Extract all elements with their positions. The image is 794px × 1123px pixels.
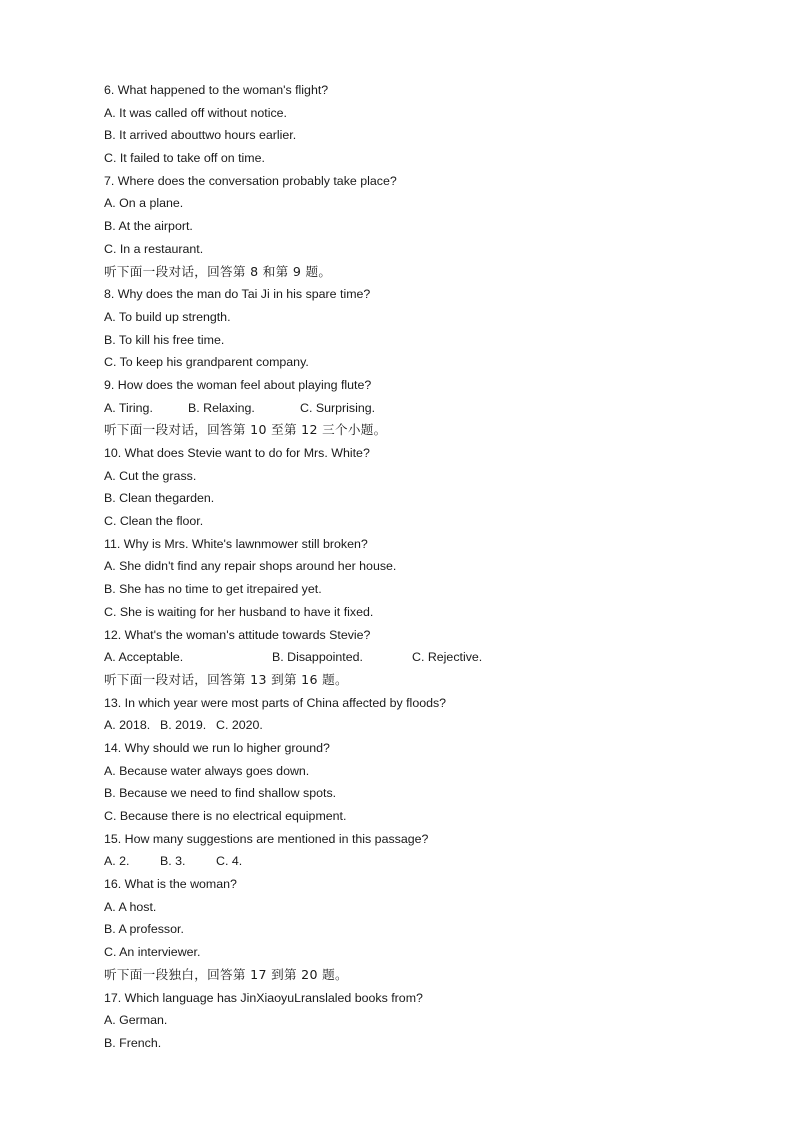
section-instruction: 听下面一段独白，回答第 17 到第 20 题。	[104, 966, 348, 982]
answer-option: A. Because water always goes down.	[104, 763, 310, 778]
answer-option: C. Rejective.	[412, 650, 483, 665]
options-row	[104, 714, 744, 737]
answer-option: A. She didn't find any repair shops around her house.	[104, 559, 397, 574]
answer-option: B. At the airport.	[104, 219, 193, 234]
answer-option: C. Clean the floor.	[104, 514, 204, 529]
question-text: 14. Why should we run lo higher ground?	[104, 740, 330, 755]
answer-option: B. Disappointed.	[272, 650, 363, 665]
answer-option: A. A host.	[104, 899, 157, 914]
question-text: 16. What is the woman?	[104, 877, 237, 892]
answer-option: B. Because we need to find shallow spots.	[104, 786, 337, 801]
answer-option: B. 2019.	[160, 718, 207, 733]
question-list	[104, 79, 744, 1055]
answer-option: B. To kill his free time.	[104, 332, 225, 347]
answer-option: B. A professor.	[104, 922, 184, 937]
answer-option: A. Tiring.	[104, 400, 153, 415]
answer-option: C. To keep his grandparent company.	[104, 355, 309, 370]
section-instruction: 听下面一段对话，回答第 13 到第 16 题。	[104, 671, 348, 687]
answer-option: C. She is waiting for her husband to have it fixed.	[104, 604, 374, 619]
question-text: 7. Where does the conversation probably take place?	[104, 173, 397, 188]
question-text: 17. Which language has JinXiaoyuLranslaled books from?	[104, 990, 423, 1005]
section-instruction: 听下面一段对话，回答第 8 和第 9 题。	[104, 263, 332, 279]
answer-option: B. Clean thegarden.	[104, 491, 215, 506]
answer-option: A. 2018.	[104, 718, 151, 733]
section-instruction: 听下面一段对话，回答第 10 至第 12 三个小题。	[104, 422, 387, 438]
answer-option: A. German.	[104, 1013, 168, 1028]
question-text: 13. In which year were most parts of China affected by floods?	[104, 695, 447, 710]
options-row	[104, 646, 744, 669]
answer-option: A. 2.	[104, 854, 130, 869]
answer-option: B. French.	[104, 1035, 162, 1050]
answer-option: B. It arrived abouttwo hours earlier.	[104, 128, 297, 143]
question-text: 15. How many suggestions are mentioned in this passage?	[104, 831, 429, 846]
answer-option: C. 2020.	[216, 718, 263, 733]
answer-option: B. 3.	[160, 854, 186, 869]
question-text: 11. Why is Mrs. White's lawnmower still broken?	[104, 536, 368, 551]
question-text: 8. Why does the man do Tai Ji in his spare time?	[104, 287, 371, 302]
answer-option: C. Surprising.	[300, 400, 376, 415]
question-text: 6. What happened to the woman's flight?	[104, 83, 329, 97]
answer-option: B. Relaxing.	[188, 400, 255, 415]
answer-option: A. On a plane.	[104, 196, 184, 211]
answer-option: A. It was called off without notice.	[104, 105, 287, 120]
answer-option: C. Because there is no electrical equipment.	[104, 809, 347, 823]
answer-option: A. Acceptable.	[104, 650, 184, 665]
options-row	[104, 850, 744, 873]
answer-option: C. 4.	[216, 854, 243, 869]
question-text: 12. What's the woman's attitude towards Stevie?	[104, 627, 371, 642]
answer-option: B. She has no time to get itrepaired yet.	[104, 582, 322, 597]
answer-option: A. To build up strength.	[104, 309, 231, 324]
question-text: 9. How does the woman feel about playing flute?	[104, 377, 372, 392]
options-row	[104, 397, 744, 420]
answer-option: C. In a restaurant.	[104, 241, 204, 256]
answer-option: C. An interviewer.	[104, 945, 201, 960]
question-text: 10. What does Stevie want to do for Mrs. White?	[104, 446, 370, 460]
answer-option: A. Cut the grass.	[104, 468, 197, 483]
answer-option: C. It failed to take off on time.	[104, 151, 265, 166]
